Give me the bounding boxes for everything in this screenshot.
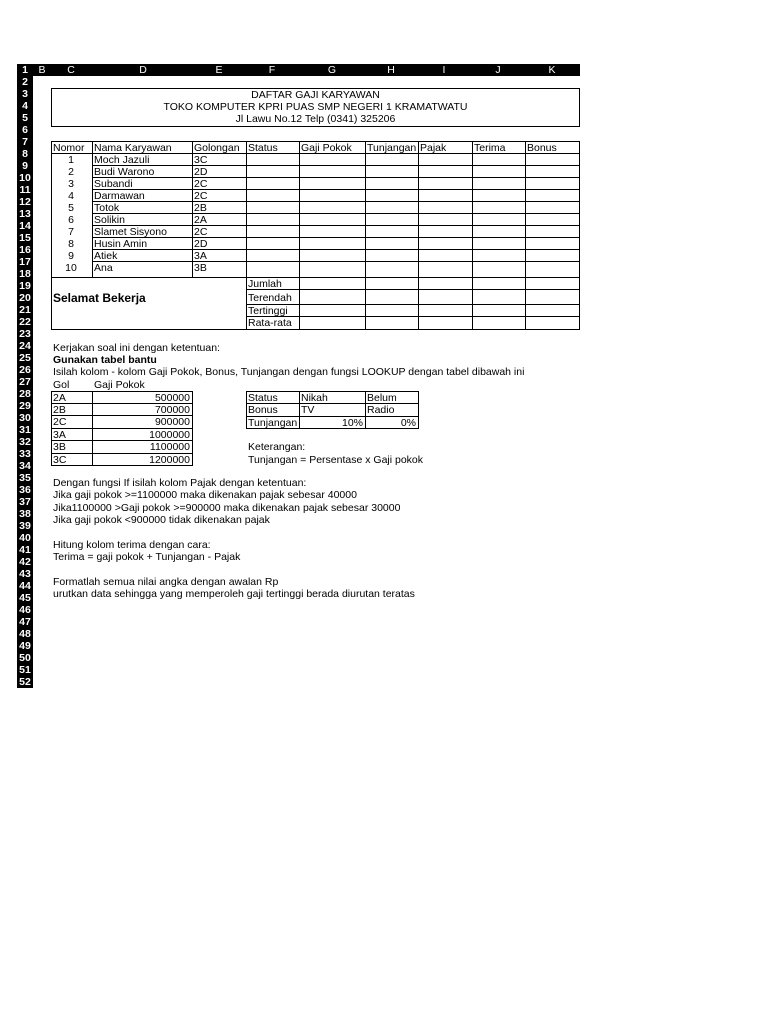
row-name: Solikin bbox=[94, 214, 125, 226]
row-gol: 2D bbox=[194, 166, 208, 178]
status-cell: Radio bbox=[367, 404, 395, 416]
instruction-line: Isilah kolom - kolom Gaji Pokok, Bonus, Tunjangan dengan fungsi LOOKUP dengan tabel dibawah ini bbox=[53, 366, 525, 378]
greeting: Selamat Bekerja bbox=[53, 291, 146, 305]
row-number[interactable]: 39 bbox=[17, 520, 33, 532]
header-golongan: Golongan bbox=[194, 142, 240, 154]
row-number[interactable]: 32 bbox=[17, 436, 33, 448]
title-line-3: Jl Lawu No.12 Telp (0341) 325206 bbox=[235, 113, 396, 125]
gol-value: 3B bbox=[53, 441, 66, 453]
row-name: Subandi bbox=[94, 178, 133, 190]
row-number[interactable]: 51 bbox=[17, 664, 33, 676]
pajak-line: Dengan fungsi If isilah kolom Pajak dengan ketentuan: bbox=[53, 477, 307, 489]
row-no: 5 bbox=[68, 202, 74, 214]
row-name: Darmawan bbox=[94, 190, 145, 202]
summary-tertinggi: Tertinggi bbox=[248, 305, 288, 317]
format-line: urutkan data sehingga yang memperoleh gaji tertinggi berada diurutan teratas bbox=[53, 588, 415, 600]
row-number[interactable]: 43 bbox=[17, 568, 33, 580]
row-number[interactable]: 33 bbox=[17, 448, 33, 460]
row-number[interactable]: 48 bbox=[17, 628, 33, 640]
gaji-value: 900000 bbox=[154, 416, 190, 428]
status-cell: Belum bbox=[367, 392, 397, 404]
row-number[interactable]: 17 bbox=[17, 256, 33, 268]
row-number[interactable]: 20 bbox=[17, 292, 33, 304]
row-number[interactable]: 24 bbox=[17, 340, 33, 352]
header-gaji-pokok: Gaji Pokok bbox=[301, 142, 352, 154]
column-header[interactable]: K bbox=[548, 64, 556, 76]
row-number[interactable]: 9 bbox=[17, 160, 33, 172]
column-header[interactable]: F bbox=[268, 64, 276, 76]
row-number[interactable]: 11 bbox=[17, 184, 33, 196]
row-number[interactable]: 16 bbox=[17, 244, 33, 256]
row-number[interactable]: 2 bbox=[17, 76, 33, 88]
status-cell: Nikah bbox=[301, 392, 328, 404]
row-name: Budi Warono bbox=[94, 166, 155, 178]
gol-value: 3A bbox=[53, 429, 66, 441]
row-number[interactable]: 28 bbox=[17, 388, 33, 400]
column-header[interactable]: C bbox=[67, 64, 75, 76]
header-pajak: Pajak bbox=[420, 142, 447, 154]
column-header[interactable]: E bbox=[215, 64, 223, 76]
row-number[interactable]: 22 bbox=[17, 316, 33, 328]
row-number[interactable]: 46 bbox=[17, 604, 33, 616]
row-no: 7 bbox=[68, 226, 74, 238]
row-number[interactable]: 6 bbox=[17, 124, 33, 136]
row-number[interactable]: 12 bbox=[17, 196, 33, 208]
row-number[interactable]: 42 bbox=[17, 556, 33, 568]
gol-value: 2A bbox=[53, 392, 66, 404]
title-line-1: DAFTAR GAJI KARYAWAN bbox=[251, 89, 380, 101]
row-name: Slamet Sisyono bbox=[94, 226, 167, 238]
gaji-pokok-header: Gaji Pokok bbox=[94, 379, 145, 391]
column-header[interactable]: D bbox=[139, 64, 147, 76]
row-number[interactable]: 52 bbox=[17, 676, 33, 688]
row-number[interactable]: 3 bbox=[17, 88, 33, 100]
row-number[interactable]: 44 bbox=[17, 580, 33, 592]
row-name: Atiek bbox=[94, 250, 118, 262]
row-number[interactable]: 29 bbox=[17, 400, 33, 412]
row-no: 10 bbox=[65, 262, 77, 274]
header-nomor: Nomor bbox=[53, 142, 85, 154]
row-number[interactable]: 45 bbox=[17, 592, 33, 604]
row-number[interactable]: 31 bbox=[17, 424, 33, 436]
row-number[interactable]: 30 bbox=[17, 412, 33, 424]
terima-line: Hitung kolom terima dengan cara: bbox=[53, 539, 211, 551]
column-header[interactable]: H bbox=[387, 64, 395, 76]
row-number[interactable]: 36 bbox=[17, 484, 33, 496]
row-gol: 2C bbox=[194, 178, 208, 190]
row-number[interactable]: 4 bbox=[17, 100, 33, 112]
header-nama: Nama Karyawan bbox=[94, 142, 172, 154]
gaji-value: 1000000 bbox=[149, 429, 190, 441]
row-gol: 2C bbox=[194, 190, 208, 202]
gaji-value: 500000 bbox=[154, 392, 190, 404]
row-no: 9 bbox=[68, 250, 74, 262]
column-header[interactable]: I bbox=[442, 64, 446, 76]
column-header[interactable]: J bbox=[495, 64, 501, 76]
column-header-bar bbox=[17, 64, 580, 76]
row-name: Moch Jazuli bbox=[94, 154, 150, 166]
row-number[interactable]: 27 bbox=[17, 376, 33, 388]
gaji-value: 1100000 bbox=[149, 441, 190, 453]
status-cell: Bonus bbox=[248, 404, 278, 416]
status-cell: TV bbox=[301, 404, 315, 416]
row-number[interactable]: 35 bbox=[17, 472, 33, 484]
summary-terendah: Terendah bbox=[248, 292, 292, 304]
gol-value: 3C bbox=[53, 454, 67, 466]
row-name: Husin Amin bbox=[94, 238, 148, 250]
row-number[interactable]: 21 bbox=[17, 304, 33, 316]
row-gol: 2B bbox=[194, 202, 207, 214]
row-no: 1 bbox=[68, 154, 74, 166]
row-number[interactable]: 23 bbox=[17, 328, 33, 340]
row-number[interactable]: 38 bbox=[17, 508, 33, 520]
pajak-line: Jika gaji pokok <900000 tidak dikenakan pajak bbox=[53, 514, 270, 526]
title-line-2: TOKO KOMPUTER KPRI PUAS SMP NEGERI 1 KRAMATWATU bbox=[163, 101, 468, 113]
row-name: Totok bbox=[94, 202, 120, 214]
row-number[interactable]: 13 bbox=[17, 208, 33, 220]
gol-value: 2B bbox=[53, 404, 66, 416]
row-number[interactable]: 50 bbox=[17, 652, 33, 664]
row-number[interactable]: 8 bbox=[17, 148, 33, 160]
header-status: Status bbox=[248, 142, 278, 154]
gaji-value: 1200000 bbox=[149, 454, 190, 466]
row-number[interactable]: 5 bbox=[17, 112, 33, 124]
gol-header: Gol bbox=[53, 379, 70, 391]
status-cell: Tunjangan bbox=[248, 417, 298, 429]
column-header[interactable]: G bbox=[327, 64, 337, 76]
column-header[interactable]: B bbox=[38, 64, 46, 76]
terima-line: Terima = gaji pokok + Tunjangan - Pajak bbox=[53, 551, 241, 563]
row-number[interactable]: 49 bbox=[17, 640, 33, 652]
row-no: 8 bbox=[68, 238, 74, 250]
summary-rata-rata: Rata-rata bbox=[248, 317, 292, 329]
row-number[interactable]: 41 bbox=[17, 544, 33, 556]
row-number[interactable]: 26 bbox=[17, 364, 33, 376]
row-gol: 3B bbox=[194, 262, 207, 274]
keterangan-text: Tunjangan = Persentase x Gaji pokok bbox=[248, 454, 424, 466]
row-gol: 3C bbox=[194, 154, 208, 166]
row-no: 3 bbox=[68, 178, 74, 190]
instruction-line-bold: Gunakan tabel bantu bbox=[53, 354, 157, 366]
row-gol: 3A bbox=[194, 250, 207, 262]
row-number[interactable]: 37 bbox=[17, 496, 33, 508]
row-no: 6 bbox=[68, 214, 74, 226]
instruction-line: Kerjakan soal ini dengan ketentuan: bbox=[53, 342, 220, 354]
format-line: Formatlah semua nilai angka dengan awalan Rp bbox=[53, 576, 279, 588]
row-number[interactable]: 47 bbox=[17, 616, 33, 628]
row-number[interactable]: 19 bbox=[17, 280, 33, 292]
row-number[interactable]: 34 bbox=[17, 460, 33, 472]
row-number[interactable]: 40 bbox=[17, 532, 33, 544]
row-number[interactable]: 14 bbox=[17, 220, 33, 232]
status-cell: Status bbox=[248, 392, 278, 404]
header-bonus: Bonus bbox=[527, 142, 557, 154]
header-terima: Terima bbox=[474, 142, 506, 154]
row-number[interactable]: 10 bbox=[17, 172, 33, 184]
status-cell: 0% bbox=[400, 417, 416, 429]
summary-jumlah: Jumlah bbox=[248, 278, 282, 290]
gol-value: 2C bbox=[53, 416, 67, 428]
row-gol: 2C bbox=[194, 226, 208, 238]
header-tunjangan: Tunjangan bbox=[367, 142, 417, 154]
pajak-line: Jika gaji pokok >=1100000 maka dikenakan pajak sebesar 40000 bbox=[53, 489, 357, 501]
row-name: Ana bbox=[94, 262, 113, 274]
row-gol: 2D bbox=[194, 238, 208, 250]
status-cell: 10% bbox=[341, 417, 363, 429]
row-no: 2 bbox=[68, 166, 74, 178]
row-number[interactable]: 25 bbox=[17, 352, 33, 364]
gaji-value: 700000 bbox=[154, 404, 190, 416]
row-number[interactable]: 7 bbox=[17, 136, 33, 148]
keterangan-label: Keterangan: bbox=[248, 441, 306, 453]
row-number[interactable]: 18 bbox=[17, 268, 33, 280]
row-gol: 2A bbox=[194, 214, 207, 226]
pajak-line: Jika1100000 >Gaji pokok >=900000 maka dikenakan pajak sebesar 30000 bbox=[53, 502, 401, 514]
row-number[interactable]: 15 bbox=[17, 232, 33, 244]
row-no: 4 bbox=[68, 190, 74, 202]
row-number[interactable]: 1 bbox=[17, 64, 33, 76]
